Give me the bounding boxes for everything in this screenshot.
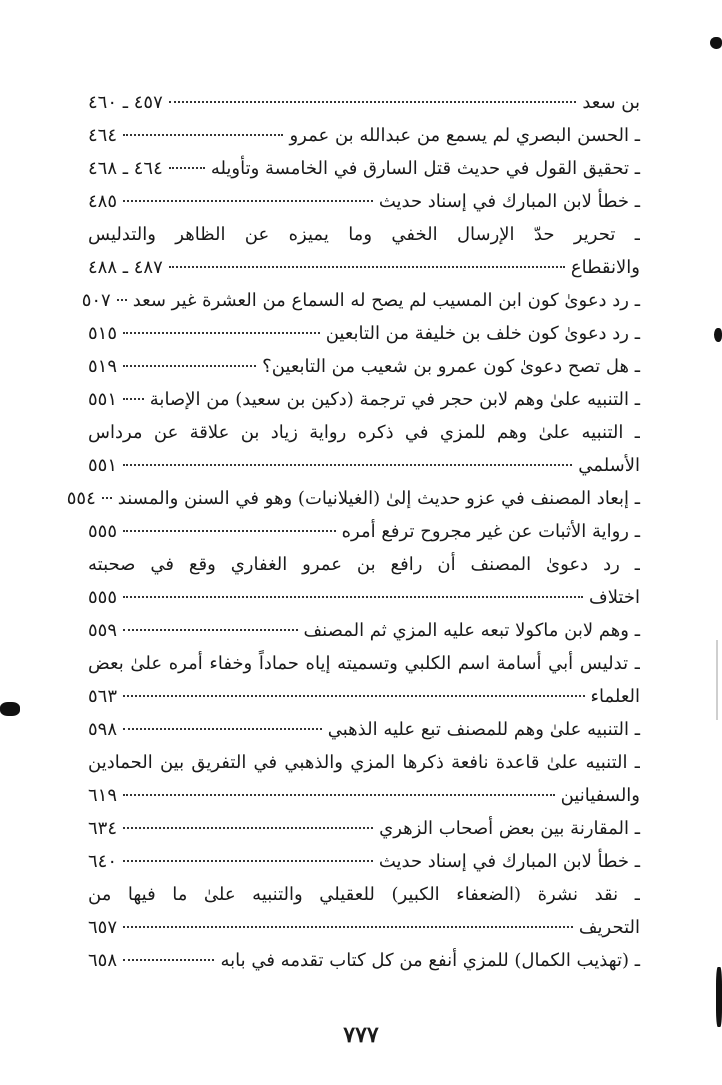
dot-leader — [102, 497, 112, 499]
toc-entry — [88, 416, 640, 482]
dot-leader — [123, 530, 336, 532]
toc-entry — [88, 515, 640, 548]
entry-pages: ٥١٩ — [88, 356, 118, 377]
toc-entry — [88, 614, 640, 647]
entry-title-continued: التحريف — [578, 917, 640, 938]
ink-mark — [710, 37, 722, 49]
entry-pages: ٦٤٠ — [88, 851, 118, 872]
entry-pages: ٤٦٤ — [88, 125, 118, 146]
entry-pages: ٤٨٧ ـ ٤٨٨ — [88, 257, 163, 278]
entry-title: ـ إبعاد المصنف في عزو حديث إلىٰ (الغيلانيات) وهو في السنن والمسند — [117, 488, 640, 509]
entry-pages: ٥٩٨ — [88, 719, 118, 740]
entry-title-continued: العلماء — [590, 686, 640, 707]
table-of-contents — [66, 86, 640, 977]
dot-leader — [123, 695, 585, 697]
entry-title: ـ (تهذيب الكمال) للمزي أنفع من كل كتاب تقدمه في بابه — [220, 950, 640, 971]
entry-pages: ٥٥٥ — [88, 587, 118, 608]
entry-pages: ٥٥١ — [88, 389, 118, 410]
toc-entry — [88, 152, 640, 185]
entry-title: بن سعد — [582, 92, 640, 113]
dot-leader — [123, 959, 214, 961]
entry-pages: ٤٦٤ ـ ٤٦٨ — [88, 158, 163, 179]
toc-entry — [88, 317, 640, 350]
entry-pages: ٥٦٣ — [88, 686, 118, 707]
dot-leader — [169, 101, 577, 103]
toc-entry — [88, 218, 640, 284]
toc-entry — [88, 383, 640, 416]
toc-entry — [88, 86, 640, 119]
entry-title: ـ رد دعوىٰ كون خلف بن خليفة من التابعين — [325, 323, 640, 344]
toc-entry — [66, 482, 640, 515]
toc-entry — [88, 350, 640, 383]
dot-leader — [123, 134, 283, 136]
entry-title: ـ رواية الأثبات عن غير مجروح ترفع أمره — [341, 521, 640, 542]
entry-pages: ٤٨٥ — [88, 191, 118, 212]
entry-pages: ٥٠٧ — [81, 290, 111, 311]
toc-entry — [88, 944, 640, 977]
page-number: ٧٧٧ — [343, 1022, 379, 1048]
entry-title: ـ نقد نشرة (الضعفاء الكبير) للعقيلي والتنبيه علىٰ ما فيها من — [88, 884, 640, 905]
entry-title: ـ وهم لابن ماكولا تبعه عليه المزي ثم المصنف — [303, 620, 640, 641]
entry-title-continued: الأسلمي — [578, 455, 640, 476]
toc-entry — [88, 878, 640, 944]
scan-shadow — [716, 640, 718, 720]
dot-leader — [169, 167, 205, 169]
toc-entry — [88, 812, 640, 845]
entry-title: ـ التنبيه علىٰ وهم للمصنف تبع عليه الذهبي — [327, 719, 640, 740]
entry-title: ـ التنبيه علىٰ قاعدة نافعة ذكرها المزي والذهبي في التفريق بين الحمادين — [88, 752, 640, 773]
entry-title: ـ المقارنة بين بعض أصحاب الزهري — [379, 818, 640, 839]
dot-leader — [123, 596, 583, 598]
dot-leader — [123, 332, 320, 334]
entry-title: ـ رد دعوىٰ المصنف أن رافع بن عمرو الغفاري وقع في صحبته — [88, 554, 640, 575]
ink-mark — [0, 702, 20, 716]
dot-leader — [123, 464, 572, 466]
dot-leader — [123, 794, 555, 796]
entry-pages: ٥٥٥ — [88, 521, 118, 542]
entry-title: ـ خطأ لابن المبارك في إسناد حديث — [378, 191, 640, 212]
entry-pages: ٤٥٧ ـ ٤٦٠ — [88, 92, 163, 113]
entry-pages: ٥٥٩ — [88, 620, 118, 641]
toc-entry — [88, 647, 640, 713]
entry-title-continued: والانقطاع — [570, 257, 640, 278]
dot-leader — [123, 398, 144, 400]
entry-title: ـ تحرير حدّ الإرسال الخفي وما يميزه عن الظاهر والتدليس — [88, 224, 640, 245]
entry-pages: ٦٣٤ — [88, 818, 118, 839]
entry-pages: ٥٥٤ — [66, 488, 96, 509]
entry-pages: ٦٥٧ — [88, 917, 118, 938]
toc-entry — [81, 284, 640, 317]
entry-title-continued: والسفيانين — [560, 785, 640, 806]
entry-title: ـ هل تصح دعوىٰ كون عمرو بن شعيب من التابعين؟ — [262, 356, 640, 377]
dot-leader — [117, 299, 127, 301]
dot-leader — [123, 365, 256, 367]
toc-entry — [88, 746, 640, 812]
entry-title: ـ التنبيه علىٰ وهم للمزي في ذكره رواية زياد بن علاقة عن مرداس — [88, 422, 640, 443]
entry-title: ـ الحسن البصري لم يسمع من عبدالله بن عمرو — [289, 125, 640, 146]
entry-title: ـ تحقيق القول في حديث قتل السارق في الخامسة وتأويله — [210, 158, 640, 179]
entry-title: ـ التنبيه علىٰ وهم لابن حجر في ترجمة (دكين بن سعيد) من الإصابة — [149, 389, 640, 410]
toc-entry — [88, 185, 640, 218]
dot-leader — [123, 860, 373, 862]
entry-title: ـ خطأ لابن المبارك في إسناد حديث — [378, 851, 640, 872]
dot-leader — [123, 827, 373, 829]
dot-leader — [123, 629, 298, 631]
entry-title: ـ رد دعوىٰ كون ابن المسيب لم يصح له السماع من العشرة غير سعد — [132, 290, 640, 311]
entry-pages: ٦٥٨ — [88, 950, 118, 971]
ink-mark — [716, 967, 722, 1027]
entry-pages: ٥٥١ — [88, 455, 118, 476]
ink-mark — [714, 328, 722, 342]
dot-leader — [123, 728, 322, 730]
entry-title-continued: اختلاف — [589, 587, 640, 608]
entry-title: ـ تدليس أبي أسامة اسم الكلبي وتسميته إياه حماداً وخفاء أمره علىٰ بعض — [88, 653, 640, 674]
toc-entry — [88, 845, 640, 878]
toc-entry — [88, 548, 640, 614]
toc-entry — [88, 713, 640, 746]
dot-leader — [169, 266, 565, 268]
entry-pages: ٥١٥ — [88, 323, 118, 344]
dot-leader — [123, 926, 573, 928]
entry-pages: ٦١٩ — [88, 785, 118, 806]
toc-entry — [88, 119, 640, 152]
dot-leader — [123, 200, 373, 202]
